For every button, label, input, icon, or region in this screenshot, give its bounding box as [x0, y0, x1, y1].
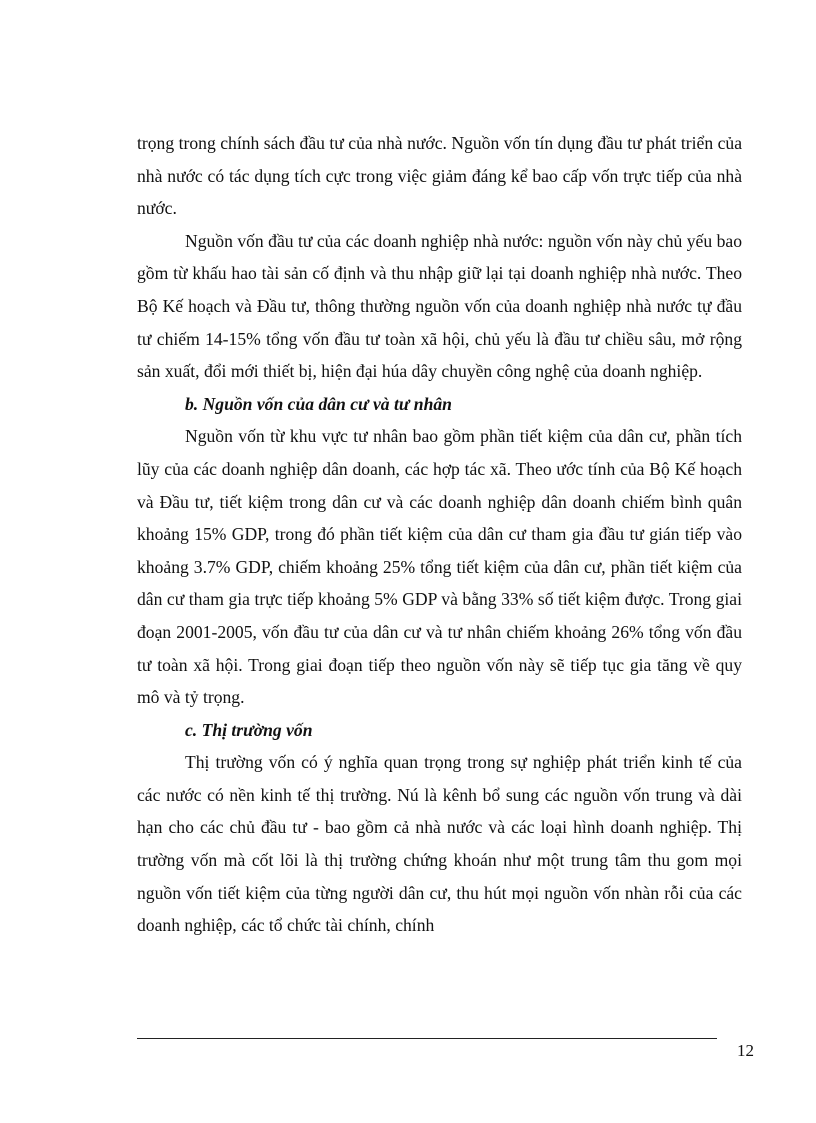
paragraph-private-capital: Nguồn vốn từ khu vực tư nhân bao gồm phần tiết kiệm của dân cư, phần tích lũy của các doanh nghiệp dân doanh, các hợp tác xã. Theo ước tính của Bộ Kế hoạch và Đầu tư, tiết kiệm trong dân cư và các doanh nghiệp dân doanh chiếm bình quân khoảng 15% GDP, trong đó phần tiết kiệm của dân cư tham gia đầu tư gián tiếp vào khoảng 3.7% GDP, chiếm khoảng 25% tổng tiết kiệm của dân cư, phần tiết kiệm của dân cư tham gia trực tiếp khoảng 5% GDP và bằng 33% số tiết kiệm được. Trong giai đoạn 2001-2005, vốn đầu tư của dân cư và tư nhân chiếm khoảng 26% tổng vốn đầu tư toàn xã hội. Trong giai đoạn tiếp theo nguồn vốn này sẽ tiếp tục gia tăng về quy mô và tỷ trọng. [137, 426, 742, 708]
section-heading-private-capital: b. Nguồn vốn của dân cư và tư nhân [185, 393, 452, 414]
footer-divider [137, 1038, 717, 1039]
document-body [137, 127, 742, 942]
paragraph-credit-policy: trọng trong chính sách đầu tư của nhà nước. Nguồn vốn tín dụng đầu tư phát triển của nhà nước có tác dụng tích cực trong việc giảm đáng kể bao cấp vốn trực tiếp của nhà nước. [137, 133, 742, 219]
section-heading-capital-market: c. Thị trường vốn [185, 719, 313, 740]
paragraph-capital-market: Thị trường vốn có ý nghĩa quan trọng trong sự nghiệp phát triển kinh tế của các nước có nền kinh tế thị trường. Nú là kênh bổ sung các nguồn vốn trung và dài hạn cho các chủ đầu tư - bao gồm cả nhà nước và các loại hình doanh nghiệp. Thị trường vốn mà cốt lõi là thị trường chứng khoán như một trung tâm thu gom mọi nguồn vốn tiết kiệm của từng người dân cư, thu hút mọi nguồn vốn nhàn rỗi của các doanh nghiệp, các tổ chức tài chính, chính [137, 752, 742, 936]
paragraph-state-enterprise-capital: Nguồn vốn đầu tư của các doanh nghiệp nhà nước: nguồn vốn này chủ yếu bao gồm từ khấu hao tài sản cố định và thu nhập giữ lại tại doanh nghiệp nhà nước. Theo Bộ Kế hoạch và Đầu tư, thông thường nguồn vốn của doanh nghiệp nhà nước tự đầu tư chiếm 14-15% tổng vốn đầu tư toàn xã hội, chủ yếu là đầu tư chiều sâu, mở rộng sản xuất, đổi mới thiết bị, hiện đại húa dây chuyền công nghệ của doanh nghiệp. [137, 230, 742, 382]
page-number: 12 [737, 1041, 754, 1060]
